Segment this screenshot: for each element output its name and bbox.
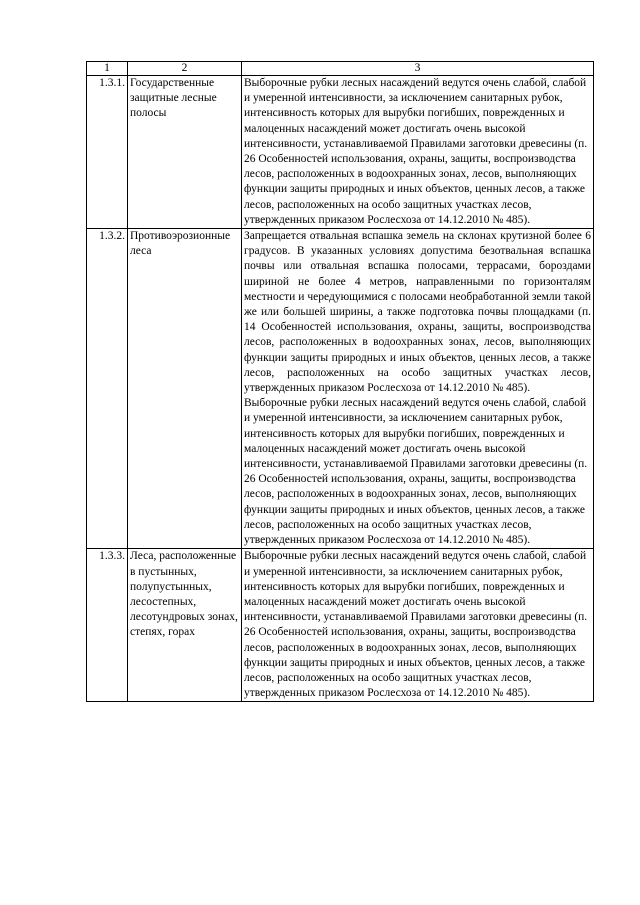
regulations-table <box>86 61 594 702</box>
description-paragraph: Выборочные рубки лесных насаждений ведутся очень слабой, слабой и умеренной интенсивности, за исключением санитарных рубок, интенсивность которых для вырубки погибших, поврежденных и малоценных насаждений может достигать очень высокой интенсивности, устанавливаемой Правилами заготовки древесины (п. 26 Особенностей использования, охраны, защиты, воспроизводства лесов, расположенных в водоохранных зонах, лесов, выполняющих функции защиты природных и иных объектов, ценных лесов, а также лесов, расположенных на особо защитных участках лесов, утвержденных приказом Рослесхоза от 14.12.2010 № 485). <box>244 397 588 547</box>
description-paragraph: Выборочные рубки лесных насаждений ведутся очень слабой, слабой и умеренной интенсивности, за исключением санитарных рубок, интенсивность которых для вырубки погибших, поврежденных и малоценных насаждений может достигать очень высокой интенсивности, устанавливаемой Правилами заготовки древесины (п. 26 Особенностей использования, охраны, защиты, воспроизводства лесов, расположенных в водоохранных зонах, лесов, выполняющих функции защиты природных и иных объектов, ценных лесов, а также лесов, расположенных на особо защитных участках лесов, утвержденных приказом Рослесхоза от 14.12.2010 № 485). <box>244 550 588 700</box>
row-description <box>242 76 594 229</box>
row-description <box>242 229 594 549</box>
header-row <box>87 62 594 76</box>
header-col-1: 1 <box>87 62 128 76</box>
row-category: Леса, расположенные в пустынных, полупустынных, лесостепных, лесотундровых зонах, степях, горах <box>128 549 242 702</box>
description-paragraph: Запрещается отвальная вспашка земель на склонах крутизной более 6 градусов. В указанных условиях допустима безотвальная вспашка почвы или отвальная вспашка полосами, террасами, бороздами шириной не более 4 метров, направленными по горизонталям местности и чередующимися с полосами необработанной земли такой же или большей ширины, а также подготовка почвы площадками (п. 14 Особенностей использования, охраны, защиты, воспроизводства лесов, расположенных в водоохранных зонах, лесов, выполняющих функции защиты природных и иных объектов, ценных лесов, а также лесов, расположенных на особо защитных участках лесов, утвержденных приказом Рослесхоза от 14.12.2010 № 485). <box>244 230 591 395</box>
row-category: Противоэрозионные леса <box>128 229 242 549</box>
table-row <box>87 76 594 229</box>
header-col-2: 2 <box>128 62 242 76</box>
table-row <box>87 229 594 549</box>
header-col-3: 3 <box>242 62 594 76</box>
row-number: 1.3.3. <box>87 549 128 702</box>
row-description <box>242 549 594 702</box>
row-number: 1.3.2. <box>87 229 128 549</box>
row-category: Государственные защитные лесные полосы <box>128 76 242 229</box>
row-number: 1.3.1. <box>87 76 128 229</box>
description-paragraph: Выборочные рубки лесных насаждений ведутся очень слабой, слабой и умеренной интенсивности, за исключением санитарных рубок, интенсивность которых для вырубки погибших, поврежденных и малоценных насаждений может достигать очень высокой интенсивности, устанавливаемой Правилами заготовки древесины (п. 26 Особенностей использования, охраны, защиты, воспроизводства лесов, расположенных в водоохранных зонах, лесов, выполняющих функции защиты природных и иных объектов, ценных лесов, а также лесов, расположенных на особо защитных участках лесов, утвержденных приказом Рослесхоза от 14.12.2010 № 485). <box>244 77 588 226</box>
table-row <box>87 549 594 702</box>
